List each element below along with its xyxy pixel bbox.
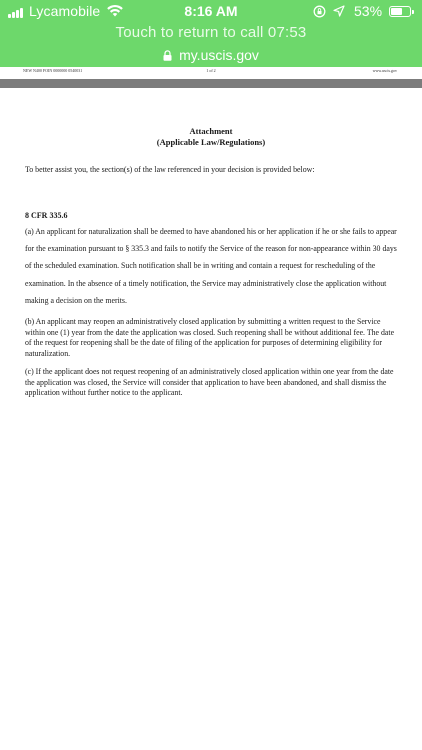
header-reference: NEW N400 FOIN 0000000 0540031 [23, 68, 83, 73]
paragraph-a: (a) An applicant for naturalization shall be deemed to have abandoned his or her application if he or she fails to appear for the examination pursuant to § 335.3 and fails to notify the Service of the reason for non-appearance within 30 days of the scheduled examination. Such notification shall be in writing and contain a request for rescheduling of the examination. In the absence of a timely notification, the Service may administratively close the application without making a decision on the merits. [25, 227, 397, 305]
header-page-number: 1 of 2 [206, 68, 216, 73]
status-bar [0, 0, 422, 24]
title-line-1: Attachment [189, 126, 233, 136]
carrier-name: Lycamobile [29, 3, 101, 19]
location-arrow-icon [333, 5, 345, 17]
call-status-bar[interactable] [0, 0, 422, 67]
header-website: www.uscis.gov [372, 68, 397, 73]
title-line-2: (Applicable Law/Regulations) [156, 137, 266, 147]
lock-icon [163, 50, 172, 61]
paragraph-c: (c) If the applicant does not request reopening of an administratively closed application within one year from the date the application was closed, the Service will consider that application to have been abandoned, and shall dismiss the application without further notice to the applicant. [25, 367, 394, 398]
document-title [25, 126, 397, 148]
rotation-lock-icon [313, 5, 326, 18]
address-bar[interactable] [0, 47, 422, 63]
paragraph-b: (b) An applicant may reopen an administratively closed application by submitting a written request to the Service within one (1) year from the date the application was closed. Such reopening shall be without additional fee. The date of the request for reopening shall be the date of filing of the application for purposes of determining eligibility for naturalization. [25, 317, 395, 358]
battery-icon [389, 6, 411, 17]
url-text: my.uscis.gov [179, 47, 259, 63]
pdf-page-header [0, 67, 422, 79]
battery-percentage: 53% [354, 3, 383, 19]
battery-level-fill [391, 8, 402, 15]
intro-text: To better assist you, the section(s) of the law referenced in your decision is provided below: [25, 165, 315, 174]
clock: 8:16 AM [184, 3, 238, 19]
document-body [25, 126, 397, 399]
page-divider [0, 79, 422, 88]
return-to-call-banner[interactable]: Touch to return to call 07:53 [115, 24, 307, 41]
section-heading: 8 CFR 335.6 [25, 211, 68, 220]
